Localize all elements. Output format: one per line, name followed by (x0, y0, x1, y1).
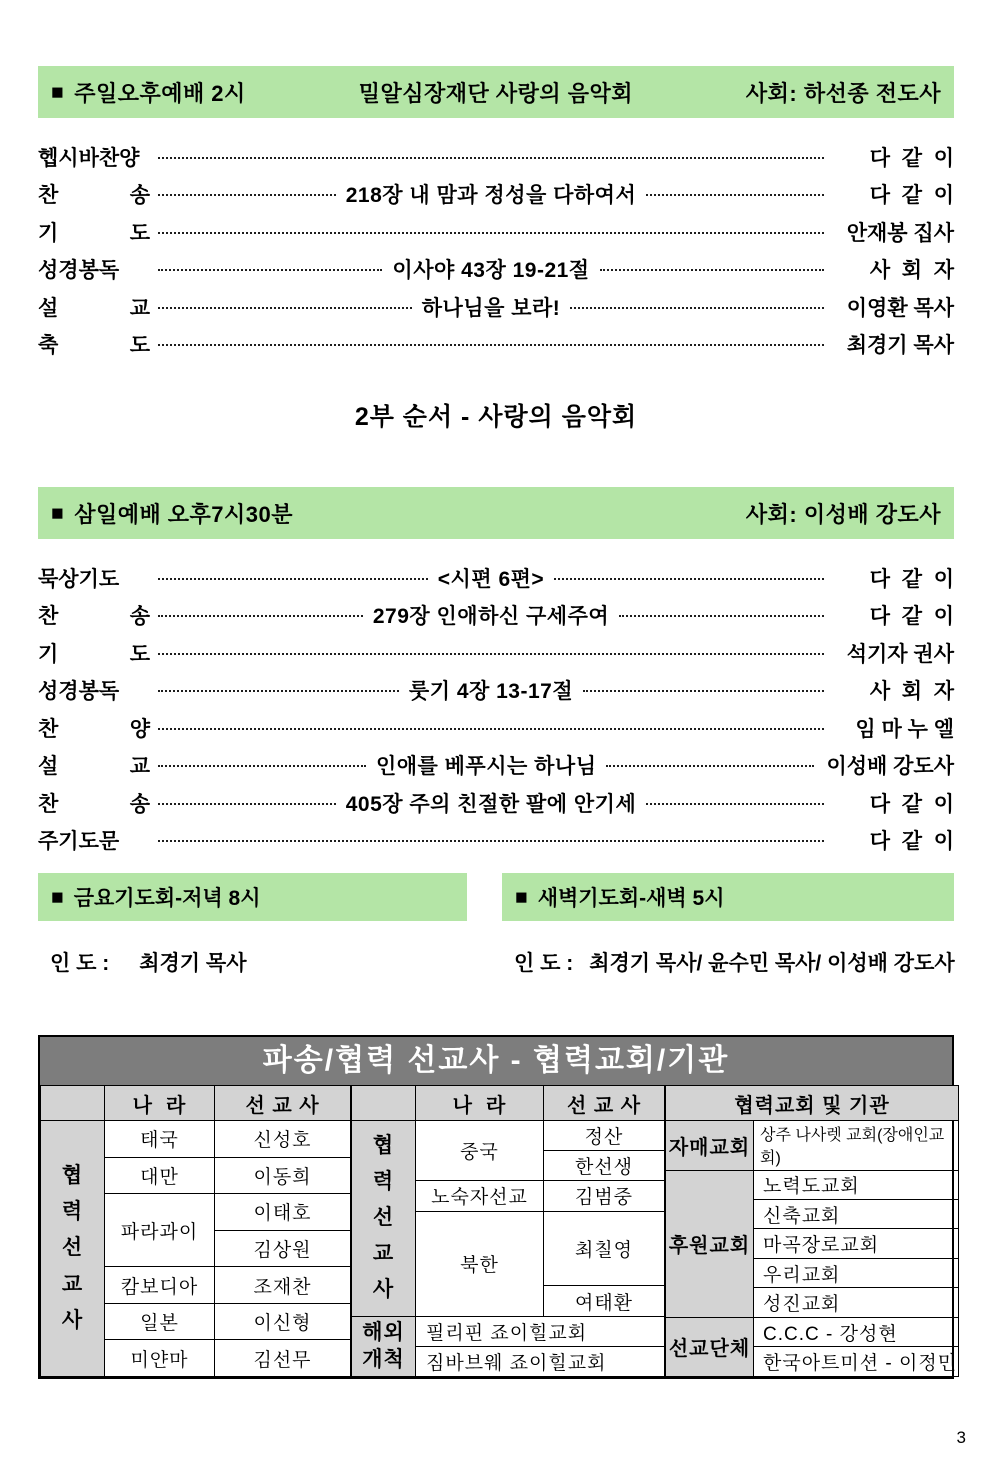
group-label-cell: 해외개척 (352, 1316, 416, 1376)
corner-cell (352, 1086, 416, 1121)
table-header-row (666, 1086, 959, 1121)
missionary-cell: 김범중 (544, 1181, 665, 1211)
missionary-cell: 한선생 (544, 1151, 665, 1181)
program-row (38, 176, 954, 214)
country-header-cell: 나 라 (416, 1086, 544, 1121)
sunday-program-list (38, 138, 954, 363)
page-number: 3 (956, 1428, 966, 1447)
missionary-cell: 정산 (544, 1121, 665, 1151)
program-item-person: 다 같 이 (869, 567, 954, 591)
dotted-leader (158, 765, 366, 767)
prayer-meeting-leaders (38, 947, 954, 977)
dotted-leader (619, 615, 824, 617)
program-row (38, 326, 954, 364)
program-item-person: 이성배 강도사 (826, 755, 954, 779)
program-item-detail: 405장 주의 친절한 팔에 안기세 (345, 792, 637, 816)
mission-table-body (40, 1085, 958, 1377)
mission-table-title: 파송/협력 선교사 - 협력교회/기관 (40, 1037, 952, 1085)
program-item-person: 석기자 권사 (846, 642, 954, 666)
program-row (38, 747, 954, 785)
program-item-label: 찬 송 (38, 792, 150, 816)
table-row (666, 1121, 959, 1171)
program-row (38, 213, 954, 251)
program-row (38, 784, 954, 822)
leader-names: 최경기 목사/ 윤수민 목사/ 이성배 강도사 (589, 952, 955, 975)
program-item-detail: 룻기 4장 13-17절 (408, 680, 574, 704)
missionary-cell: 여태환 (544, 1286, 665, 1316)
group-label-cell: 협력선교사 (352, 1121, 416, 1317)
bulletin-page (0, 66, 992, 1379)
program-item-label: 설 교 (38, 755, 150, 779)
table-row (666, 1170, 959, 1199)
program-item-person: 최경기 목사 (846, 334, 954, 358)
coop-missionary-table-middle (351, 1085, 665, 1377)
country-cell: 일본 (105, 1303, 215, 1340)
program-item-label: 헵시바찬양 (38, 146, 140, 170)
section-title: 금요기도회-저녁 8시 (73, 887, 261, 910)
partner-church-cell: 성진교회 (754, 1288, 959, 1317)
section-header-sunday-afternoon (38, 66, 954, 118)
program-item-label: 축 도 (38, 334, 150, 358)
square-bullet-icon: ■ (51, 80, 65, 104)
leader-label: 인 도 : (514, 952, 574, 975)
group-label-cell: 협력선교사 (41, 1121, 105, 1377)
program-item-label: 찬 양 (38, 717, 150, 741)
program-row (38, 597, 954, 635)
program-row (38, 672, 954, 710)
missionary-cell: 김상원 (215, 1230, 351, 1267)
dotted-leader (158, 232, 824, 234)
mission-partner-table (38, 1035, 958, 1379)
samil-program-list (38, 559, 954, 859)
program-row (38, 138, 954, 176)
program-item-person: 다 같 이 (869, 184, 954, 208)
group-label-cell: 자매교회 (666, 1121, 754, 1171)
dotted-leader (158, 690, 399, 692)
dotted-leader (158, 803, 336, 805)
dotted-leader (570, 307, 824, 309)
program-item-person: 다 같 이 (869, 792, 954, 816)
program-item-label: 성경봉독 (38, 259, 120, 283)
program-item-person: 안재봉 집사 (846, 221, 954, 245)
program-item-person: 임 마 누 엘 (855, 717, 954, 741)
country-cell: 미얀마 (105, 1340, 215, 1377)
program-item-person: 다 같 이 (869, 146, 954, 170)
dotted-leader (158, 307, 412, 309)
section-header-samil (38, 487, 954, 539)
program-row (38, 288, 954, 326)
program-row (38, 709, 954, 747)
section-mc: 사회: 하선종 전도사 (745, 80, 941, 106)
section-subtitle: 밀알심장재단 사랑의 음악회 (358, 80, 633, 106)
dotted-leader (158, 578, 428, 580)
square-bullet-icon: ■ (51, 885, 64, 909)
table-header-row (352, 1086, 665, 1121)
section-mc: 사회: 이성배 강도사 (745, 501, 941, 527)
program-item-label: 찬 송 (38, 605, 150, 629)
program-row (38, 634, 954, 672)
dotted-leader (606, 765, 814, 767)
overseas-church-cell: 짐바브웨 죠이힐교회 (416, 1346, 665, 1376)
country-cell: 태국 (105, 1121, 215, 1158)
dotted-leader (554, 578, 824, 580)
section-title: 삼일예배 오후7시30분 (74, 501, 294, 527)
program-item-detail: 이사야 43장 19-21절 (392, 259, 590, 283)
dawn-leader-line (514, 947, 955, 977)
program-item-label: 기 도 (38, 642, 150, 666)
program-item-detail: 인애를 베푸시는 하나님 (375, 755, 597, 779)
square-bullet-icon: ■ (51, 501, 65, 525)
program-item-person: 사 회 자 (869, 259, 955, 283)
dotted-leader (158, 615, 363, 617)
partner-church-cell: 상주 나사렛 교회(장애인교회) (754, 1121, 959, 1171)
program-item-detail: 하나님을 보라! (421, 296, 561, 320)
dotted-leader (583, 690, 824, 692)
corner-cell (41, 1086, 105, 1121)
section-title: 새벽기도회-새벽 5시 (537, 887, 725, 910)
missionary-header-cell: 선 교 사 (544, 1086, 665, 1121)
section-header-friday-prayer (38, 873, 467, 921)
country-header-cell: 나 라 (105, 1086, 215, 1121)
dotted-leader (158, 728, 824, 730)
program-item-detail: 279장 인애하신 구세주여 (372, 605, 610, 629)
missionary-cell: 조재찬 (215, 1267, 351, 1304)
partner-church-table (665, 1085, 959, 1377)
table-header-row (41, 1086, 351, 1121)
missionary-cell: 이신형 (215, 1303, 351, 1340)
section-title-wrap (51, 498, 293, 529)
missionary-cell: 김선무 (215, 1340, 351, 1377)
partner-church-cell: 우리교회 (754, 1258, 959, 1287)
partner-church-cell: 신축교회 (754, 1199, 959, 1228)
section-title-wrap (51, 77, 246, 108)
program-item-person: 다 같 이 (869, 605, 954, 629)
program-row (38, 822, 954, 860)
table-row (352, 1121, 665, 1151)
country-cell: 중국 (416, 1121, 544, 1181)
country-cell: 파라과이 (105, 1194, 215, 1267)
dotted-leader (600, 269, 824, 271)
group-label-cell: 후원교회 (666, 1170, 754, 1317)
partner-org-cell: 한국아트미션 - 이정민 (754, 1347, 959, 1377)
missionary-cell: 신성호 (215, 1121, 351, 1158)
table-row (666, 1317, 959, 1346)
dotted-leader (158, 344, 824, 346)
country-cell: 캄보디아 (105, 1267, 215, 1304)
dotted-leader (646, 803, 824, 805)
leader-names: 최경기 목사 (139, 952, 247, 975)
leader-label: 인 도 : (50, 952, 110, 975)
group-label-cell: 선교단체 (666, 1317, 754, 1376)
program-row (38, 559, 954, 597)
program-item-label: 주기도문 (38, 830, 120, 854)
program-row (38, 251, 954, 289)
partner-org-cell: C.C.C - 강성현 (754, 1317, 959, 1346)
program-item-label: 기 도 (38, 221, 150, 245)
program-item-label: 묵상기도 (38, 567, 120, 591)
missionary-header-cell: 선 교 사 (215, 1086, 351, 1121)
missionary-cell: 최칠영 (544, 1211, 665, 1286)
program-item-detail: <시편 6편> (437, 567, 545, 591)
country-cell: 북한 (416, 1211, 544, 1316)
missionary-cell: 이태호 (215, 1194, 351, 1231)
country-cell: 노숙자선교 (416, 1181, 544, 1211)
program-item-label: 성경봉독 (38, 680, 120, 704)
prayer-meeting-bars (38, 873, 954, 921)
friday-leader-line (38, 947, 479, 977)
part2-heading: 2부 순서 - 사랑의 음악회 (354, 403, 638, 431)
dotted-leader (646, 194, 824, 196)
square-bullet-icon: ■ (515, 885, 528, 909)
dotted-leader (158, 194, 336, 196)
program-item-label: 설 교 (38, 296, 150, 320)
program-item-person: 다 같 이 (869, 830, 954, 854)
coop-missionary-table-left (40, 1085, 351, 1377)
country-cell: 대만 (105, 1157, 215, 1194)
dotted-leader (158, 157, 824, 159)
table-row (41, 1121, 351, 1158)
partner-church-cell: 마곡장로교회 (754, 1229, 959, 1258)
program-item-label: 찬 송 (38, 184, 150, 208)
table-row (352, 1316, 665, 1346)
dotted-leader (158, 840, 824, 842)
section-title: 주일오후예배 2시 (74, 80, 246, 106)
dotted-leader (158, 653, 824, 655)
overseas-church-cell: 필리핀 죠이힐교회 (416, 1316, 665, 1346)
partner-church-cell: 노력도교회 (754, 1170, 959, 1199)
missionary-cell: 이동희 (215, 1157, 351, 1194)
section-header-dawn-prayer (502, 873, 954, 921)
program-item-person: 이영환 목사 (846, 296, 955, 320)
dotted-leader (158, 269, 382, 271)
program-item-person: 사 회 자 (869, 680, 955, 704)
partner-header-cell: 협력교회 및 기관 (666, 1086, 959, 1121)
program-item-detail: 218장 내 맘과 정성을 다하여서 (345, 184, 637, 208)
